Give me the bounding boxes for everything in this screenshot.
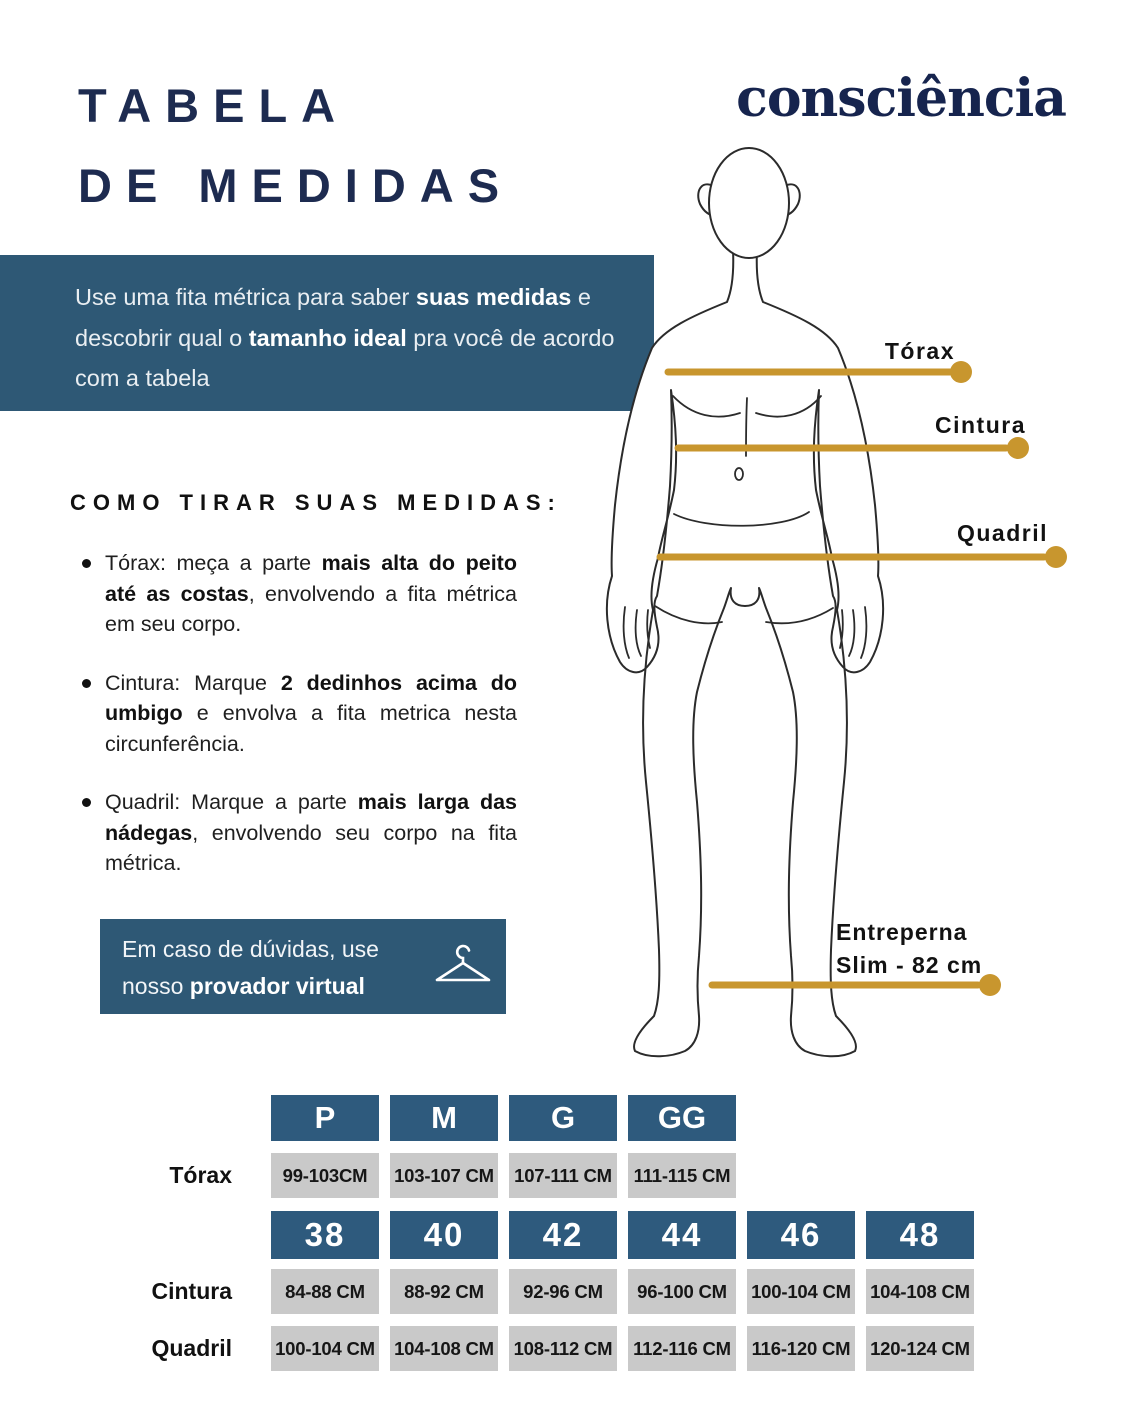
bullet-icon: [82, 798, 91, 807]
size-header-cell: 42: [509, 1211, 617, 1259]
page-title-line2: DE MEDIDAS: [78, 159, 514, 212]
measurement-cell: 92-96 CM: [509, 1269, 617, 1314]
measure-dot-entreperna: [979, 974, 1001, 996]
measure-instructions: [82, 548, 518, 907]
measurement-cell: 99-103CM: [271, 1153, 379, 1198]
size-header-cell: 40: [390, 1211, 498, 1259]
label-entreperna: [836, 916, 982, 982]
measurement-cell: 88-92 CM: [390, 1269, 498, 1314]
row-label: Cintura: [151, 1278, 232, 1304]
page-title-line1: TABELA: [78, 79, 350, 132]
vbox-text: Em caso de dúvidas, use nosso: [122, 936, 379, 999]
list-item-torax: [82, 548, 518, 640]
measurement-cell: 107-111 CM: [509, 1153, 617, 1198]
table-row: [0, 1326, 1140, 1371]
intro-banner: [0, 255, 654, 411]
bullet-bold-text: mais alta do peito até as costas: [105, 551, 517, 606]
row-label-spacer: [0, 1211, 250, 1259]
brand-logo: consciência: [736, 68, 1066, 129]
section-heading: COMO TIRAR SUAS MEDIDAS:: [70, 490, 562, 515]
size-header-cell: GG: [628, 1095, 736, 1141]
measurement-cell: 111-115 CM: [628, 1153, 736, 1198]
size-header-cell: G: [509, 1095, 617, 1141]
bullet-text: Cintura: Marque: [105, 670, 281, 695]
size-header-cell: 48: [866, 1211, 974, 1259]
label-entreperna-line1: Entreperna: [836, 919, 968, 945]
intro-text-1: Use uma fita métrica para saber: [75, 284, 416, 310]
measurement-cell: 120-124 CM: [866, 1326, 974, 1371]
measurement-cell: 96-100 CM: [628, 1269, 736, 1314]
size-header-cell: P: [271, 1095, 379, 1141]
list-item-quadril: [82, 787, 518, 879]
size-header-row: [0, 1211, 1140, 1259]
intro-bold-1: suas medidas: [415, 284, 572, 310]
intro-bold-2: tamanho ideal: [248, 324, 407, 351]
size-header-cell: 46: [747, 1211, 855, 1259]
measurement-cell: 108-112 CM: [509, 1326, 617, 1371]
measurement-cell: 112-116 CM: [628, 1326, 736, 1371]
measurement-cell: 104-108 CM: [866, 1269, 974, 1314]
bullet-text: Tórax: meça a parte: [105, 551, 322, 575]
label-quadril: Quadril: [956, 520, 1048, 546]
measurement-cell: 103-107 CM: [390, 1153, 498, 1198]
size-header-cell: M: [390, 1095, 498, 1141]
measurement-cell: 100-104 CM: [271, 1326, 379, 1371]
vbox-bold-text: provador virtual: [189, 973, 365, 999]
table-row: [0, 1269, 1140, 1314]
measurement-cell: 100-104 CM: [747, 1269, 855, 1314]
size-header-cell: 38: [271, 1211, 379, 1259]
measurement-cell: 84-88 CM: [271, 1269, 379, 1314]
bullet-bold-text: mais larga das nádegas: [105, 790, 517, 845]
size-table-letters: [0, 1095, 1140, 1198]
label-torax: Tórax: [884, 338, 955, 364]
list-item-cintura: [82, 668, 518, 760]
figure-head: [709, 148, 789, 258]
row-label-spacer: [0, 1095, 250, 1141]
size-header-row: [0, 1095, 1140, 1141]
bullet-icon: [82, 559, 91, 568]
bullet-icon: [82, 679, 91, 688]
bullet-text: e envolva a fita metrica nesta circunferência.: [105, 701, 517, 756]
virtual-fitting-box[interactable]: [100, 919, 506, 1014]
label-entreperna-line2: Slim - 82 cm: [836, 952, 983, 978]
size-header-cell: 44: [628, 1211, 736, 1259]
row-label: Tórax: [169, 1162, 232, 1188]
bullet-text: , envolvendo a fita métrica em seu corpo.: [105, 581, 517, 636]
label-cintura: Cintura: [935, 412, 1026, 438]
measure-dot-cintura: [1007, 437, 1029, 459]
row-label: Quadril: [151, 1335, 232, 1361]
bullet-text: Quadril: Marque a parte: [105, 790, 358, 814]
hanger-icon: [432, 941, 494, 991]
size-table-numbers: [0, 1211, 1140, 1371]
measurement-cell: 116-120 CM: [747, 1326, 855, 1371]
table-row: [0, 1153, 1140, 1198]
page-title: [78, 66, 513, 226]
measure-dot-quadril: [1045, 546, 1067, 568]
intro-text-3: pra você de acordo com a tabela: [75, 324, 615, 391]
bullet-text: , envolvendo seu corpo na fita métrica.: [105, 820, 517, 875]
intro-text-2: e descobrir qual o: [75, 284, 591, 351]
measurement-cell: 104-108 CM: [390, 1326, 498, 1371]
size-tables: [0, 1095, 1140, 1383]
bullet-bold-text: 2 dedinhos acima do umbigo: [105, 670, 517, 725]
